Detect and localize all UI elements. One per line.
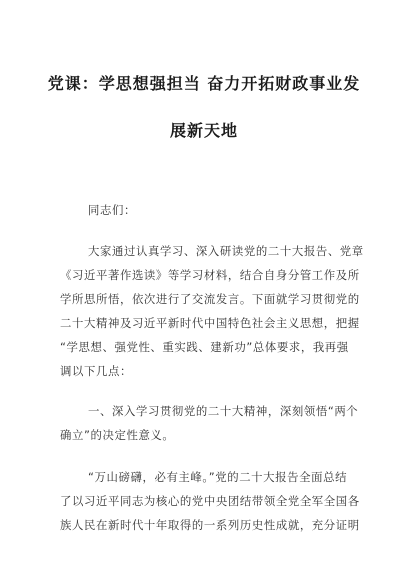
- paragraph-3-line-3: 族人民在新时代十年取得的一系列历史性成就，充分证明: [60, 518, 360, 532]
- paragraph-2-line-1: 一、深入学习贯彻党的二十大精神，深刻领悟“两个: [88, 404, 359, 418]
- paragraph-1-line-1: 大家通过认真学习、深入研读党的二十大报告、党章: [88, 244, 364, 258]
- document-title-line-1: 党课：学思想强担当 奋力开拓财政事业发: [47, 74, 361, 93]
- paragraph-1-line-3: 学所思所悟，依次进行了交流发言。下面就学习贯彻党的: [60, 292, 360, 306]
- paragraph-1-line-6: 调以下几点：: [60, 364, 132, 378]
- paragraph-1-line-4: 二十大精神及习近平新时代中国特色社会主义思想，把握: [60, 316, 360, 330]
- paragraph-3-line-1: “万山磅礴，必有主峰。”党的二十大报告全面总结: [88, 470, 348, 484]
- paragraph-2-line-2: 确立”的决定性意义。: [60, 428, 175, 442]
- paragraph-1-line-5: “学思想、强党性、重实践、建新功”总体要求，我再强: [60, 340, 349, 354]
- greeting: 同志们：: [88, 203, 136, 217]
- paragraph-1-line-2: 《习近平著作选读》等学习材料，结合自身分管工作及所: [60, 268, 360, 282]
- document-title-line-2: 展新天地: [169, 121, 238, 140]
- paragraph-3-line-2: 了以习近平同志为核心的党中央团结带领全党全军全国各: [60, 494, 360, 508]
